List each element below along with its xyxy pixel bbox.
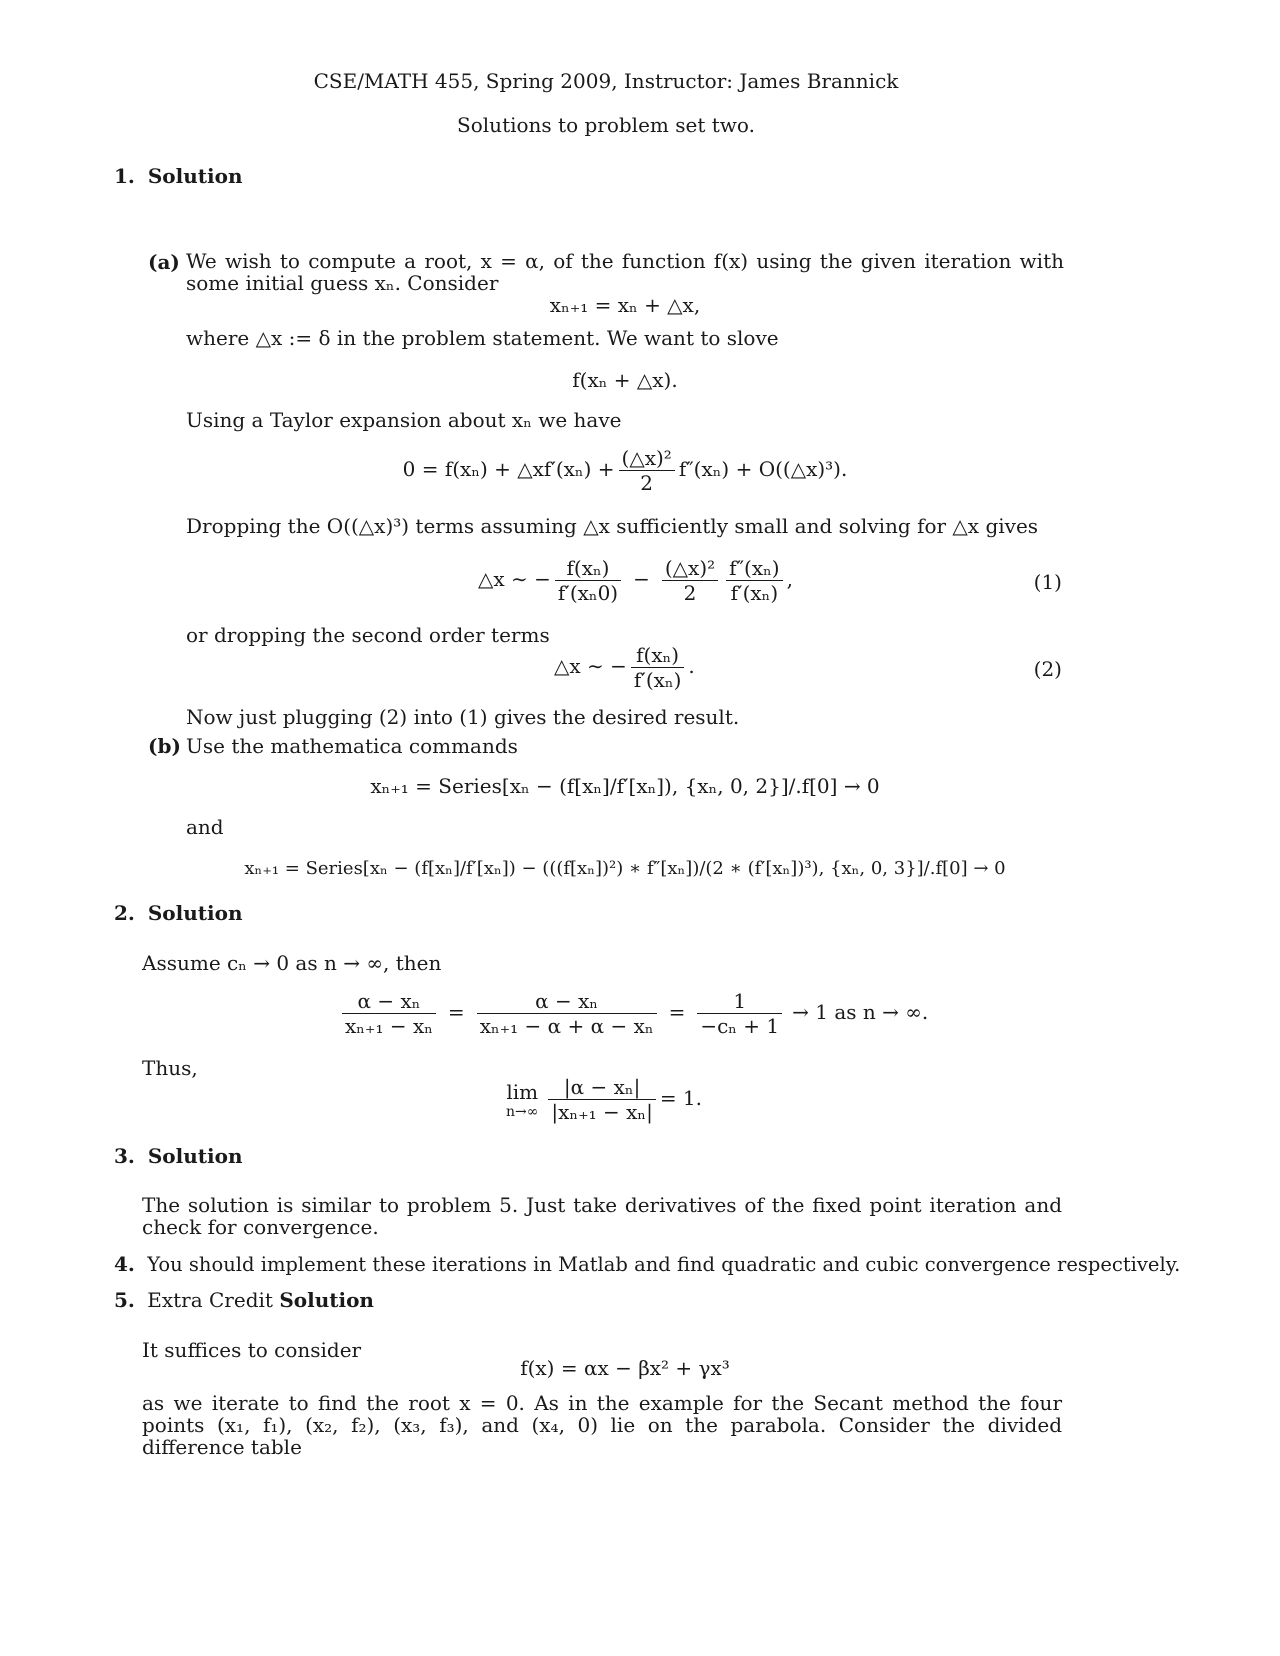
- where-text: where △x := δ in the problem statement. We want to slove: [186, 326, 779, 350]
- equation-solve: f(xₙ + △x).: [572, 368, 678, 392]
- fraction-denominator: |xₙ₊₁ − xₙ|: [551, 1100, 653, 1124]
- part-b-label: (b): [148, 734, 181, 758]
- limit-fraction: [548, 1075, 655, 1124]
- part-b-text: Use the mathematica commands: [186, 734, 518, 758]
- problem-number: 2.: [114, 901, 135, 925]
- fraction-denominator: 2: [683, 581, 697, 605]
- fraction-denominator: f′(xₙ): [730, 581, 779, 605]
- taylor-left: 0 = f(xₙ) + △xf′(xₙ) +: [402, 457, 615, 481]
- problem-title-plain: Extra Credit: [147, 1288, 273, 1312]
- fraction-numerator: (△x)²: [662, 556, 718, 581]
- fraction-numerator: f(xₙ): [555, 556, 621, 581]
- plugging-text: Now just plugging (2) into (1) gives the desired result.: [186, 705, 740, 729]
- problem-title: Solution: [147, 1144, 243, 1168]
- fraction-denominator: xₙ₊₁ − xₙ: [345, 1014, 433, 1038]
- and-text: and: [186, 815, 224, 839]
- equation-series-2: xₙ₊₁ = Series[xₙ − (f[xₙ]/f′[xₙ]) − (((f[xₙ])²) ∗ f″[xₙ])/(2 ∗ (f′[xₙ])³), {xₙ, 0, 3}]/.f[0] → 0: [244, 858, 1006, 879]
- part-a-label: (a): [148, 250, 180, 274]
- fraction-numerator: α − xₙ: [477, 989, 657, 1014]
- problem-title: Solution: [147, 901, 243, 925]
- problem-5-heading: [114, 1288, 374, 1312]
- eq1-fraction-3: [726, 556, 782, 605]
- suffices-text: It suffices to consider: [142, 1338, 362, 1362]
- ratio-fraction-2: [477, 989, 657, 1038]
- equals-sign: =: [447, 1000, 465, 1024]
- ratio-fraction-1: [342, 989, 436, 1038]
- equation-series-1: xₙ₊₁ = Series[xₙ − (f[xₙ]/f′[xₙ]), {xₙ, 0, 2}]/.f[0] → 0: [370, 774, 880, 798]
- eq2-fraction: [631, 643, 684, 692]
- taylor-fraction: [619, 446, 675, 495]
- eq1-left: △x ∼ −: [478, 567, 551, 591]
- equation-polynomial: f(x) = αx − βx² + γx³: [520, 1356, 730, 1380]
- lim-word: lim: [506, 1079, 539, 1104]
- fraction-numerator: α − xₙ: [342, 989, 436, 1014]
- eq1-fraction-1: [555, 556, 621, 605]
- problem-title: Solution: [147, 164, 243, 188]
- eq2-left: △x ∼ −: [554, 654, 627, 678]
- equation-1: [478, 556, 793, 605]
- problem-3-text: The solution is similar to problem 5. Just take derivatives of the fixed point iteration and check for convergence.: [142, 1193, 1062, 1239]
- eq1-minus: −: [633, 567, 650, 591]
- eq2-end: .: [688, 654, 695, 678]
- equation-taylor: [186, 446, 1064, 495]
- equation-2: [554, 643, 695, 692]
- fraction-numerator: (△x)²: [619, 446, 675, 471]
- fraction-denominator: f′(xₙ0): [557, 581, 619, 605]
- part-a-intro: We wish to compute a root, x = α, of the function f(x) using the given iteration with some initial guess xₙ. Consider: [186, 249, 1064, 295]
- thus-text: Thus,: [142, 1056, 198, 1080]
- document-subtitle: Solutions to problem set two.: [457, 113, 755, 137]
- equation-ratio: [338, 989, 928, 1038]
- equation-iteration: xₙ₊₁ = xₙ + △x,: [549, 293, 701, 317]
- equation-limit: [506, 1075, 702, 1124]
- fraction-denominator: −cₙ + 1: [700, 1014, 780, 1038]
- fraction-numerator: f″(xₙ): [726, 556, 782, 581]
- fraction-numerator: |α − xₙ|: [548, 1075, 655, 1100]
- limit-end: = 1.: [659, 1086, 703, 1110]
- fraction-denominator: xₙ₊₁ − α + α − xₙ: [479, 1014, 654, 1038]
- problem-5-text: as we iterate to find the root x = 0. As in the example for the Secant method the four points (x₁, f₁), (x₂, f₂), (x₃, f₃), and (x₄, 0) lie on the parabola. Consider the divided difference table: [142, 1391, 1062, 1459]
- problem-1-heading: [114, 164, 243, 188]
- taylor-right: f″(xₙ) + O((△x)³).: [678, 457, 848, 481]
- fraction-numerator: f(xₙ): [631, 643, 684, 668]
- fraction-numerator: 1: [697, 989, 782, 1014]
- ratio-fraction-3: [697, 989, 782, 1038]
- problem-number: 3.: [114, 1144, 135, 1168]
- fraction-denominator: 2: [640, 471, 654, 495]
- equals-sign: =: [668, 1000, 686, 1024]
- limit-operator: [506, 1080, 538, 1120]
- lim-subscript: n→∞: [506, 1103, 539, 1120]
- dropping-text: Dropping the O((△x)³) terms assuming △x sufficiently small and solving for △x gives: [186, 514, 1039, 538]
- problem-number: 5.: [114, 1288, 135, 1312]
- eq1-fraction-2: [662, 556, 718, 605]
- problem-3-heading: [114, 1144, 243, 1168]
- fraction-denominator: f′(xₙ): [633, 668, 682, 692]
- limit-tail: → 1 as n → ∞.: [792, 1000, 929, 1024]
- taylor-text: Using a Taylor expansion about xₙ we have: [186, 408, 622, 432]
- equation-tag-2: (2): [1033, 657, 1062, 681]
- problem-number: 4.: [114, 1252, 135, 1276]
- course-header: CSE/MATH 455, Spring 2009, Instructor: James Brannick: [313, 69, 899, 93]
- or-dropping-text: or dropping the second order terms: [186, 623, 550, 647]
- problem-2-heading: [114, 901, 243, 925]
- equation-tag-1: (1): [1033, 570, 1062, 594]
- problem-title: Solution: [279, 1288, 374, 1312]
- problem-4-item: [114, 1252, 1180, 1277]
- assume-text: Assume cₙ → 0 as n → ∞, then: [142, 951, 442, 975]
- problem-number: 1.: [114, 164, 135, 188]
- problem-4-text: You should implement these iterations in Matlab and find quadratic and cubic convergence respectively.: [147, 1253, 1181, 1276]
- eq1-end: ,: [786, 567, 793, 591]
